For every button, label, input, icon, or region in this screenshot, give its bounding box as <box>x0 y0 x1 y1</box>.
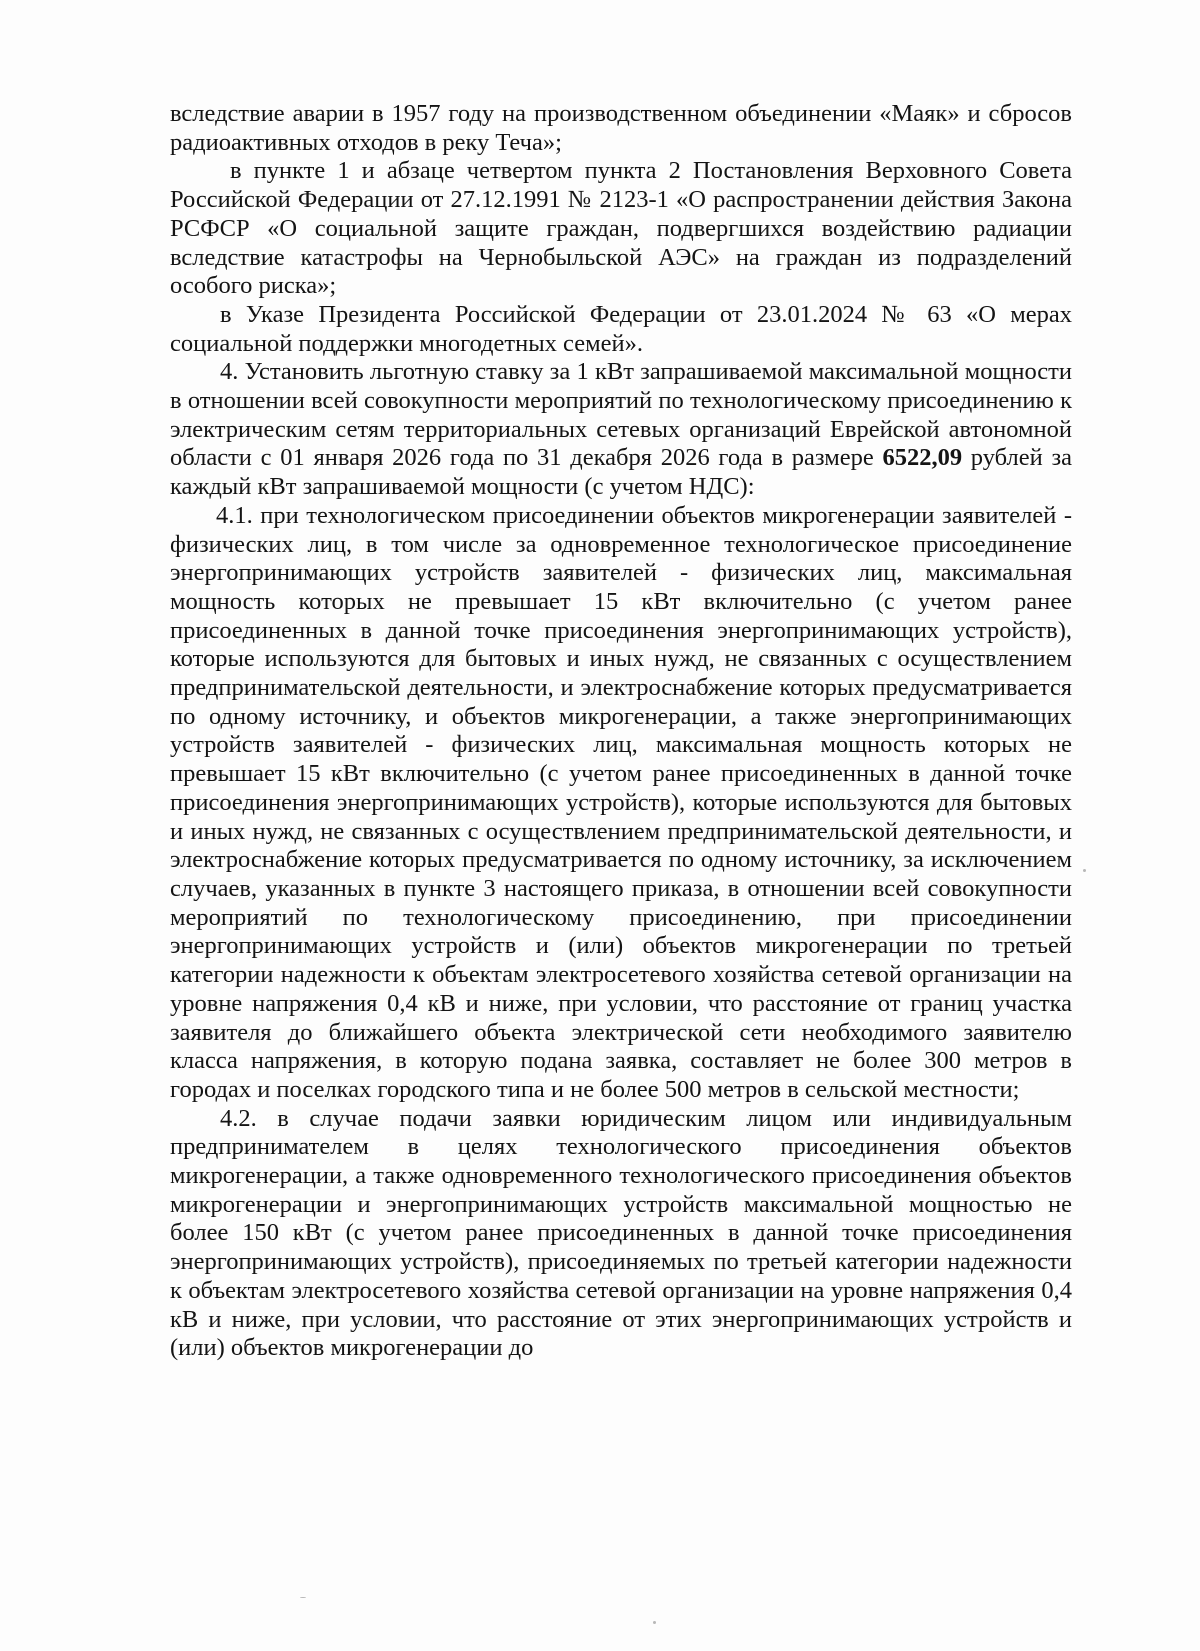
scan-speck <box>300 1597 306 1598</box>
document-body <box>170 100 1072 1363</box>
paragraph-2: в пункте 1 и абзаце четвертом пункта 2 Постановления Верховного Совета Российской Федерации от 27.12.1991 № 2123-1 «О распространении действия Закона РСФСР «О социальной защите граждан, подвергшихся воздействию радиации вследствие катастрофы на Чернобыльской АЭС» на граждан из подразделений особого риска»; <box>170 157 1072 300</box>
paragraph-3: в Указе Президента Российской Федерации от 23.01.2024 № 63 «О мерах социальной поддержки многодетных семей». <box>170 300 1072 357</box>
paragraph-4 <box>170 358 1072 502</box>
rate-amount: 6522,09 <box>882 444 963 472</box>
paragraph-4-2: 4.2. в случае подачи заявки юридическим лицом или индивидуальным предпринимателем в целях технологического присоединения объектов микрогенерации, а также одновременного технологического присоединения объектов микрогенерации и энергопринимающих устройств максимальной мощностью не более 150 кВт (с учетом ранее присоединенных в данной точке присоединения энергопринимающих устройств), присоединяемых по третьей категории надежности к объектам электросетевого хозяйства сетевой организации на уровне напряжения 0,4 кВ и ниже, при условии, что расстояние от этих энергопринимающих устройств и (или) объектов микрогенерации до <box>170 1104 1072 1362</box>
scan-speck <box>1083 869 1086 872</box>
scan-speck <box>653 1621 656 1624</box>
paragraph-4-text-start: 4. Установить льготную ставку за 1 кВт запрашиваемой максимальной мощности в отношении всей совокупности мероприятий по технологическому присоединению к электрическим сетям территориальных сетевых организаций Еврейской автономной области с 01 января 2026 года по 31 декабря 2026 года в размере <box>170 358 1072 472</box>
paragraph-1: вследствие аварии в 1957 году на производственном объединении «Маяк» и сбросов радиоактивных отходов в реку Теча»; <box>170 100 1072 156</box>
paragraph-4-text-end: рублей за каждый кВт запрашиваемой мощности (с учетом НДС): <box>170 444 1072 501</box>
paragraph-4-1: 4.1. при технологическом присоединении объектов микрогенерации заявителей - физических лиц, в том числе за одновременное технологическое присоединение энергопринимающих устройств заявителей - физических лиц, максимальная мощность которых не превышает 15 кВт включительно (с учетом ранее присоединенных в данной точке присоединения энергопринимающих устройств), которые используются для бытовых и иных нужд, не связанных с осуществлением предпринимательской деятельности, и электроснабжение которых предусматривается по одному источнику, и объектов микрогенерации, а также энергопринимающих устройств заявителей - физических лиц, максимальная мощность которых не превышает 15 кВт включительно (с учетом ранее присоединенных в данной точке присоединения энергопринимающих устройств), которые используются для бытовых и иных нужд, не связанных с осуществлением предпринимательской деятельности, и электроснабжение которых предусматривается по одному источнику, за исключением случаев, указанных в пункте 3 настоящего приказа, в отношении всей совокупности мероприятий по технологическому присоединению, при присоединении энергопринимающих устройств и (или) объектов микрогенерации по третьей категории надежности к объектам электросетевого хозяйства сетевой организации на уровне напряжения 0,4 кВ и ниже, при условии, что расстояние от границ участка заявителя до ближайшего объекта электрической сети необходимого заявителю класса напряжения, в которую подана заявка, составляет не более 300 метров в городах и поселках городского типа и не более 500 метров в сельской местности; <box>170 501 1072 1103</box>
